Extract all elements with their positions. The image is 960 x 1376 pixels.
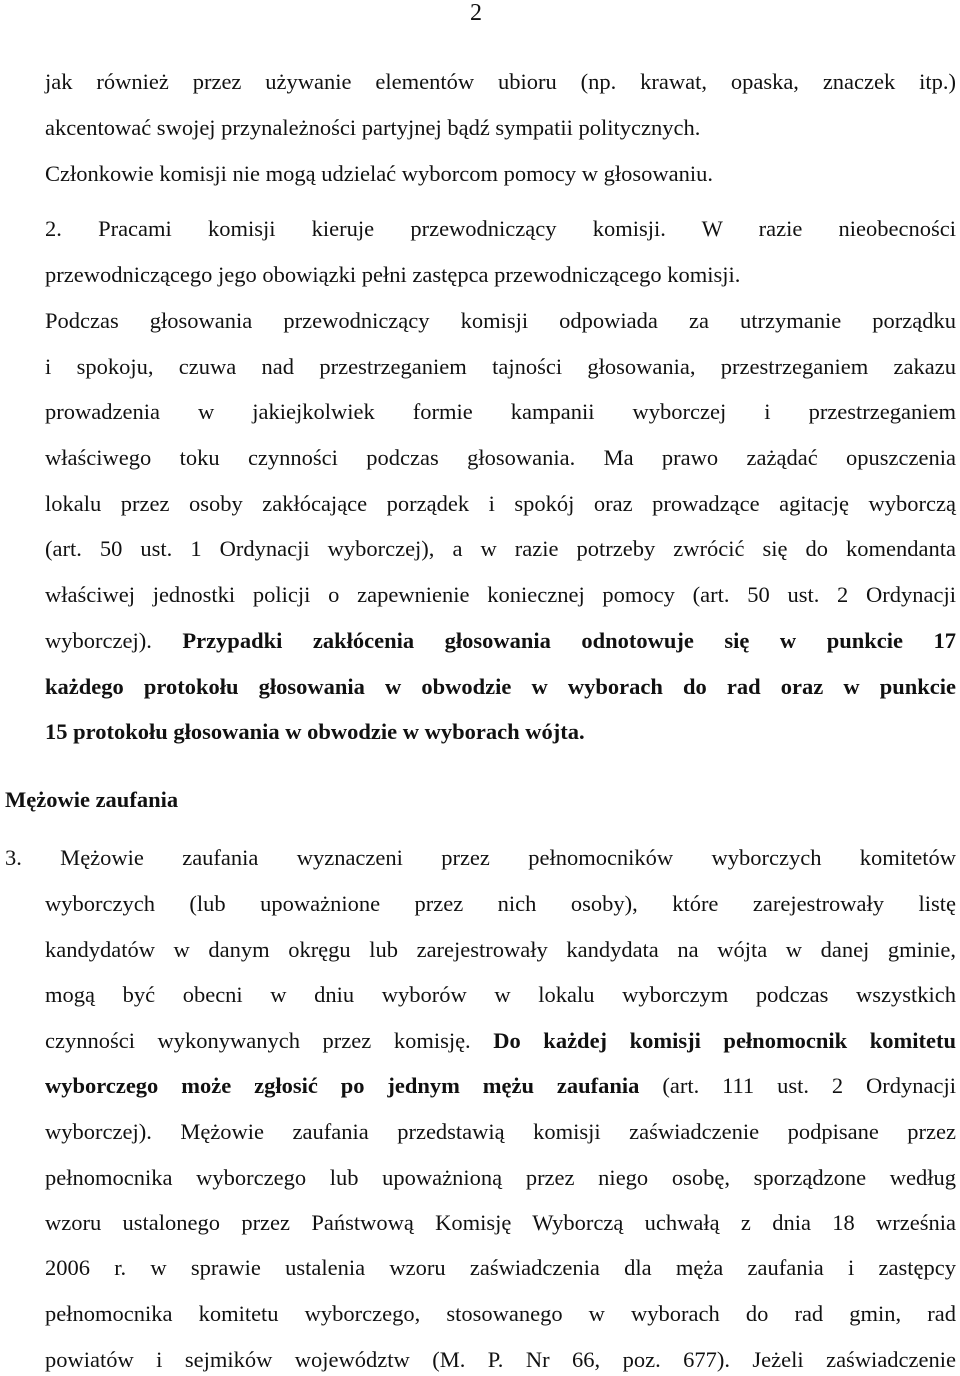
text-line: [45, 260, 956, 290]
text-line: [45, 534, 956, 564]
text-run: pełnomocnika komitetu wyborczego, stosowanego w wyborach do rad gmin, rad: [45, 1301, 956, 1326]
text-line: [45, 1071, 956, 1101]
text-run: kandydatów w danym okręgu lub zarejestrowały kandydata na wójta w danej gminie,: [45, 937, 956, 962]
text-line: [45, 935, 956, 965]
text-line: [45, 580, 956, 610]
text-line: [45, 443, 956, 473]
text-line: [45, 1163, 956, 1193]
text-line: [5, 843, 956, 873]
text-line: [45, 113, 956, 143]
text-run: Podczas głosowania przewodniczący komisji odpowiada za utrzymanie porządku: [45, 308, 956, 333]
text-run: pełnomocnika wyborczego lub upoważnioną przez niego osobę, sporządzone według: [45, 1165, 956, 1190]
section-heading: Mężowie zaufania: [5, 787, 179, 812]
text-run: jak również przez używanie elementów ubioru (np. krawat, opaska, znaczek itp.): [45, 69, 956, 94]
text-run: 2. Pracami komisji kieruje przewodniczący komisji. W razie nieobecności: [45, 216, 956, 241]
text-line: [45, 397, 956, 427]
text-run: (art. 111 ust. 2 Ordynacji: [639, 1073, 956, 1098]
text-run: i spokoju, czuwa nad przestrzeganiem tajności głosowania, przestrzeganiem zakazu: [45, 354, 956, 379]
bold-text-run: 15 protokołu głosowania w obwodzie w wyborach wójta.: [45, 719, 585, 744]
text-line: [45, 626, 956, 656]
text-run: akcentować swojej przynależności partyjnej bądź sympatii politycznych.: [45, 115, 701, 140]
text-run: mogą być obecni w dniu wyborów w lokalu wyborczym podczas wszystkich: [45, 982, 956, 1007]
text-run: wyborczej). Mężowie zaufania przedstawią komisji zaświadczenie podpisane przez: [45, 1119, 956, 1144]
text-run: czynności wykonywanych przez komisję.: [45, 1028, 494, 1053]
text-line: [45, 1345, 956, 1375]
text-run: wyborczych (lub upoważnione przez nich osoby), które zarejestrowały listę: [45, 891, 956, 916]
text-line: [45, 489, 956, 519]
text-run: Członkowie komisji nie mogą udzielać wyborcom pomocy w głosowaniu.: [45, 161, 714, 186]
text-run: powiatów i sejmików województw (M. P. Nr 66, poz. 677). Jeżeli zaświadczenie: [45, 1347, 956, 1372]
text-line: [45, 1026, 956, 1056]
text-run: 2006 r. w sprawie ustalenia wzoru zaświadczenia dla męża zaufania i zastępcy: [45, 1255, 956, 1280]
text-line: [45, 352, 956, 382]
text-line: [45, 889, 956, 919]
text-run: prowadzenia w jakiejkolwiek formie kampanii wyborczej i przestrzeganiem: [45, 399, 956, 424]
bold-text-run: Przypadki zakłócenia głosowania odnotowuje się w punkcie 17: [182, 628, 956, 653]
text-run: lokalu przez osoby zakłócające porządek i spokój oraz prowadzące agitację wyborczą: [45, 491, 956, 516]
text-line: [45, 159, 956, 189]
text-run: 3. Mężowie zaufania wyznaczeni przez pełnomocników wyborczych komitetów: [5, 845, 956, 870]
text-run: wzoru ustalonego przez Państwową Komisję Wyborczą uchwałą z dnia 18 września: [45, 1210, 956, 1235]
text-run: właściwej jednostki policji o zapewnienie koniecznej pomocy (art. 50 ust. 2 Ordynacji: [45, 582, 956, 607]
text-line: [45, 1299, 956, 1329]
text-run: (art. 50 ust. 1 Ordynacji wyborczej), a w razie potrzeby zwrócić się do komendanta: [45, 536, 956, 561]
text-line: [45, 306, 956, 336]
bold-text-run: wyborczego może zgłosić po jednym mężu zaufania: [45, 1073, 640, 1098]
page-number: 2: [470, 0, 482, 26]
bold-text-run: Do każdej komisji pełnomocnik komitetu: [493, 1028, 956, 1053]
text-run: przewodniczącego jego obowiązki pełni zastępca przewodniczącego komisji.: [45, 262, 741, 287]
text-run: wyborczej).: [45, 628, 183, 653]
text-line: [45, 1117, 956, 1147]
text-line: [45, 672, 956, 702]
text-line: [45, 214, 956, 244]
bold-text-run: każdego protokołu głosowania w obwodzie w wyborach do rad oraz w punkcie: [45, 674, 956, 699]
text-line: [45, 980, 956, 1010]
text-line: [45, 67, 956, 97]
text-line: [45, 1208, 956, 1238]
text-run: właściwego toku czynności podczas głosowania. Ma prawo zażądać opuszczenia: [45, 445, 956, 470]
text-line: [45, 1253, 956, 1283]
text-line: [45, 717, 956, 747]
